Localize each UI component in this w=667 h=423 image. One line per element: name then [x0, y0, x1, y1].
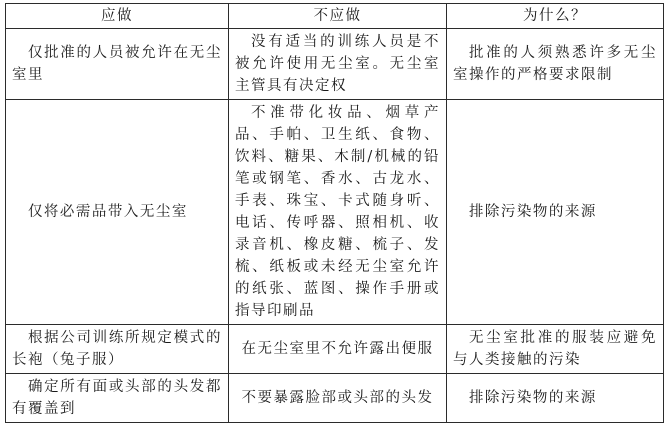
cell-do: 仅将必需品带入无尘室 — [6, 100, 229, 325]
header-do: 应做 — [6, 4, 229, 29]
cell-why: 排除污染物的来源 — [447, 374, 664, 423]
cell-why: 批准的人须熟悉许多无尘室操作的严格要求限制 — [447, 29, 664, 100]
header-row — [6, 4, 664, 29]
header-why: 为什么？ — [447, 4, 664, 29]
cleanroom-rules-table — [5, 3, 664, 423]
table-row — [6, 29, 664, 100]
cell-dont: 不准带化妆品、烟草产品、手帕、卫生纸、食物、饮料、糖果、木制/机械的铅笔或钢笔、香水、古龙水、手表、珠宝、卡式随身听、电话、传呼器、照相机、收录音机、橡皮糖、梳子、发梳、纸板或未经无尘室允许的纸张、蓝图、操作手册或指导印刷品 — [229, 100, 447, 325]
cell-do: 根据公司训练所规定模式的长袍（兔子服） — [6, 325, 229, 374]
cell-do: 确定所有面或头部的头发都有覆盖到 — [6, 374, 229, 423]
cell-dont: 在无尘室里不允许露出便服 — [229, 325, 447, 374]
table-row — [6, 100, 664, 325]
header-dont: 不应做 — [229, 4, 447, 29]
cell-why: 无尘室批准的服装应避免与人类接触的污染 — [447, 325, 664, 374]
cell-dont: 不要暴露脸部或头部的头发 — [229, 374, 447, 423]
cell-dont: 没有适当的训练人员是不被允许使用无尘室。无尘室主管具有决定权 — [229, 29, 447, 100]
table-row — [6, 325, 664, 374]
cell-do: 仅批准的人员被允许在无尘室里 — [6, 29, 229, 100]
table-row — [6, 374, 664, 423]
cell-why: 排除污染物的来源 — [447, 100, 664, 325]
